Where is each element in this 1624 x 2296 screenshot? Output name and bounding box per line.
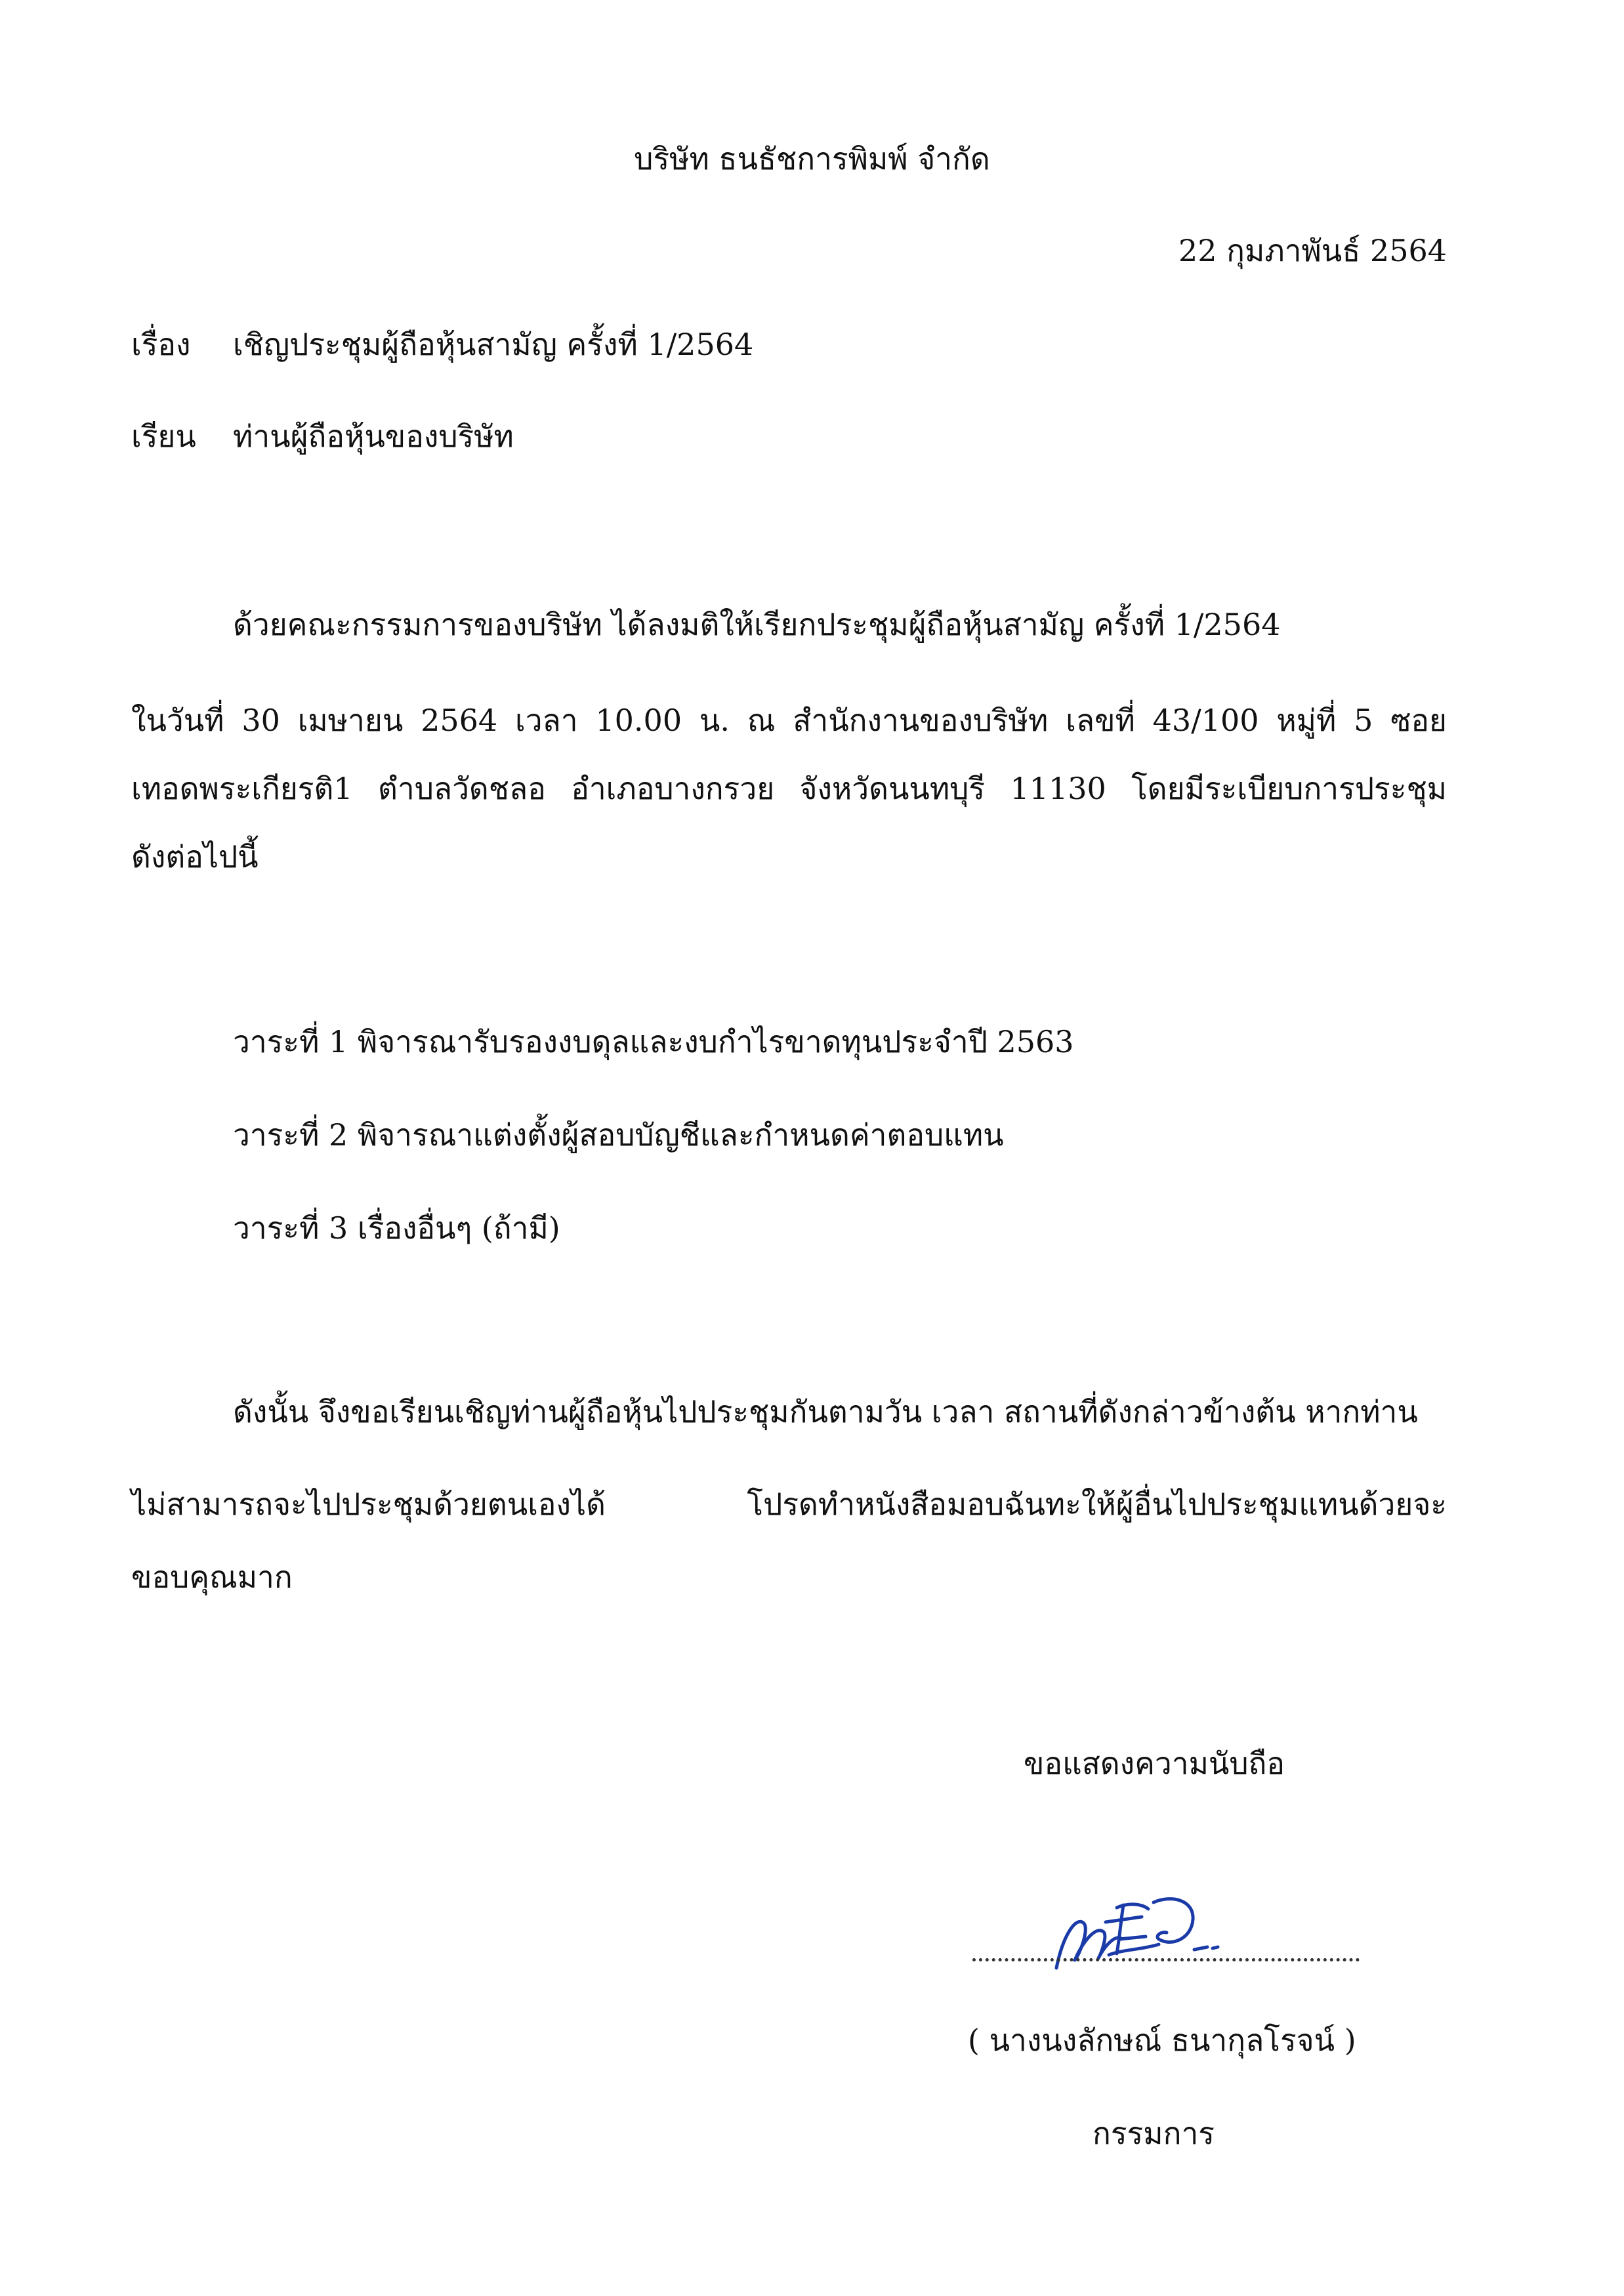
signature <box>1043 1876 1240 1981</box>
to-label: เรียน <box>131 419 196 454</box>
agenda-item-2: วาระที่ 2 พิจารณาแต่งตั้งผู้สอบบัญชีและกำหนดค่าตอบแทน <box>233 1117 1004 1153</box>
agenda-item-1: วาระที่ 1 พิจารณารับรองงบดุลและงบกำไรขาดทุนประจำปี 2563 <box>233 1024 1074 1059</box>
letter-date: 22 กุมภาพันธ์ 2564 <box>1178 233 1447 268</box>
subject-text: เชิญประชุมผู้ถือหุ้นสามัญ ครั้งที่ 1/2564 <box>233 327 754 362</box>
signer-position: กรรมการ <box>1093 2116 1215 2151</box>
invite-line-1: ดังนั้น จึงขอเรียนเชิญท่านผู้ถือหุ้นไปประชุมกันตามวัน เวลา สถานที่ดังกล่าวข้างต้น หากท่าน <box>233 1394 1418 1429</box>
intro-line-2: ในวันที่ 30 เมษายน 2564 เวลา 10.00 น. ณ สำนักงานของบริษัท เลขที่ 43/100 หมู่ที่ 5 ซอย <box>131 703 1447 738</box>
subject-label: เรื่อง <box>131 327 191 362</box>
intro-line-1: ด้วยคณะกรรมการของบริษัท ได้ลงมติให้เรียกประชุมผู้ถือหุ้นสามัญ ครั้งที่ 1/2564 <box>233 607 1281 642</box>
agenda-item-3: วาระที่ 3 เรื่องอื่นๆ (ถ้ามี) <box>233 1210 560 1246</box>
signer-name: ( นางนงลักษณ์ ธนากุลโรจน์ ) <box>968 2022 1356 2058</box>
to-text: ท่านผู้ถือหุ้นของบริษัท <box>233 419 514 454</box>
signature-line <box>972 1958 1360 1961</box>
closing-text: ขอแสดงความนับถือ <box>1024 1746 1285 1781</box>
intro-line-3: เทอดพระเกียรติ1 ตำบลวัดชลอ อำเภอบางกรวย จังหวัดนนทบุรี 11130 โดยมีระเบียบการประชุม <box>131 771 1447 806</box>
invite-line-3: ขอบคุณมาก <box>131 1559 293 1595</box>
intro-line-4: ดังต่อไปนี้ <box>131 839 259 874</box>
invite-line-2: ไม่สามารถจะไปประชุมด้วยตนเองได้ โปรดทำหนังสือมอบฉันทะให้ผู้อื่นไปประชุมแทนด้วยจะ <box>131 1486 1447 1522</box>
company-name: บริษัท ธนธัชการพิมพ์ จำกัด <box>634 141 990 176</box>
